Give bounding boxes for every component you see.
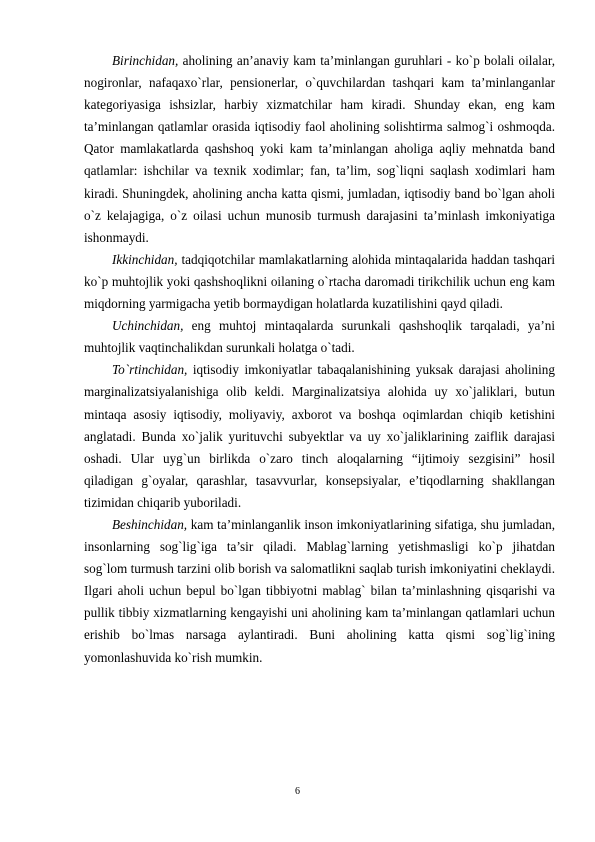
paragraph-text-first: aholining an’anaviy kam ta’minlangan guruhlari - ko`p bolali oilalar, nogironlar, nafaqaxo`rlar, pensionerlar, o`quvchilardan tashqari kam ta’minlanganlar kategoriyasiga ishsizlar, harbiy xizmatchilar ham kiradi. Shunday ekan, eng kam ta’minlangan qatlamlar orasida iqtisodiy faol aholining solishtirma salmog`i oshmoqda. Qator mamlakatlarda qashshoq yoki kam ta’minlangan aholiga aqliy mehnatda band qatlamlar: ishchilar va texnik xodimlar; fan, ta’lim, sog`liqni saqlash xodimlari ham kiradi. Shuningdek, aholining ancha katta qismi, jumladan, iqtisodiy band bo`lgan aholi o`z kelajagiga, o`z oilasi uchun munosib turmush darajasini ta’minlash imkoniyatiga ishonmaydi. <box>84 53 555 245</box>
paragraph-text-second: tadqiqotchilar mamlakatlarning alohida mintaqalarida haddan tashqari ko`p muhtojlik yoki qashshoqlikni oilaning o`rtacha daromadi tirikchilik uchun eng kam miqdorning yarmigacha yetib bormaydigan holatlarda kuzatilishini qayd qiladi. <box>84 251 555 312</box>
paragraph-second <box>84 249 555 315</box>
document-body <box>84 50 555 669</box>
paragraph-lead-second: Ikkinchidan, <box>112 251 178 267</box>
paragraph-lead-fifth: Beshinchidan, <box>112 516 188 532</box>
paragraph-first <box>84 50 555 249</box>
paragraph-text-third: eng muhtoj mintaqalarda surunkali qashshoqlik tarqaladi, ya’ni muhtojlik vaqtinchalikdan surunkali holatga o`tadi. <box>84 318 555 356</box>
paragraph-text-fifth: kam ta’minlanganlik inson imkoniyatlarining sifatiga, shu jumladan, insonlarning sog`lig`iga ta’sir qiladi. Mablag`larning yetishmasligi ko`p jihatdan sog`lom turmush tarzini olib borish va salomatlikni saqlab turish imkoniyatini cheklaydi. Ilgari aholi uchun bepul bo`lgan tibbiyotni mablag` bilan ta’minlashning qisqarishi va pullik tibbiy xizmatlarning kengayishi uni aholining kam ta’minlangan qatlamlari uchun erishib bo`lmas narsaga aylantiradi. Buni aholining katta qismi sog`lig`ining yomonlashuvida ko`rish mumkin. <box>84 516 555 665</box>
paragraph-third <box>84 315 555 359</box>
paragraph-fifth <box>84 514 555 669</box>
paragraph-lead-fourth: To`rtinchidan, <box>112 362 188 378</box>
paragraph-fourth <box>84 359 555 514</box>
page-number: 6 <box>295 786 300 797</box>
paragraph-lead-first: Birinchidan, <box>112 53 179 68</box>
paragraph-text-fourth: iqtisodiy imkoniyatlar tabaqalanishining yuksak darajasi aholining marginalizatsiyalanishiga olib keldi. Marginalizatsiya alohida uy xo`jaliklari, butun mintaqa asosiy iqtisodiy, moliyaviy, axborot va boshqa oqimlardan chiqib ketishini anglatadi. Bunda xo`jalik yurituvchi subyektlar va uy xo`jaliklarining zaiflik darajasi oshadi. Ular uyg`un birlikda o`zaro tinch aloqalarning “ijtimoiy sezgisini” hosil qiladigan g`oyalar, qarashlar, tasavvurlar, konsepsiyalar, e’tiqodlarning shakllangan tizimidan chiqarib yuboriladi. <box>84 362 555 510</box>
paragraph-lead-third: Uchinchidan, <box>112 318 184 334</box>
